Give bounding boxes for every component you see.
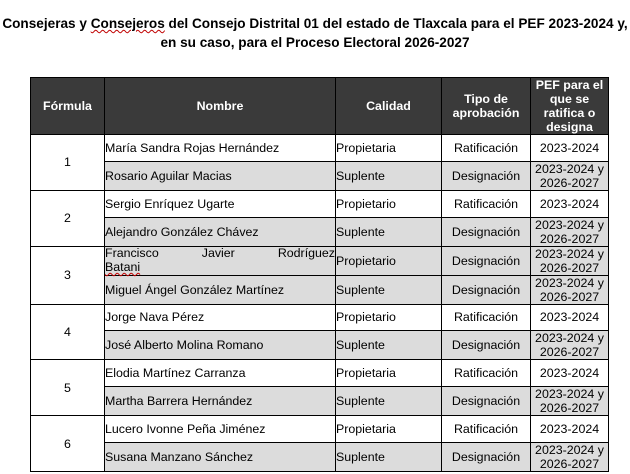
header-row: [31, 78, 609, 135]
table-row: [31, 442, 609, 471]
formula-number: 5: [31, 360, 105, 416]
quality-cell: Propietaria: [336, 360, 442, 387]
quality-cell: Suplente: [336, 442, 442, 471]
name-line1: Francisco Javier Rodríguez: [105, 246, 335, 261]
header-pef: PEF para el que se ratifica o designa: [531, 78, 609, 135]
document-title: [0, 14, 630, 52]
header-calidad: Calidad: [336, 78, 442, 135]
name-cell: Miguel Ángel González Martínez: [105, 275, 336, 304]
name-cell: Rosario Aguilar Macias: [105, 161, 336, 190]
title-line2: en su caso, para el Proceso Electoral 2026-2027: [160, 35, 470, 50]
formula-number: 3: [31, 246, 105, 304]
name-cell: Alejandro González Chávez: [105, 217, 336, 246]
type-cell: Ratificación: [442, 304, 531, 331]
name-cell: [105, 246, 336, 275]
name-cell: María Sandra Rojas Hernández: [105, 135, 336, 162]
pef-cell: 2023-2024 y 2026-2027: [531, 246, 609, 275]
pef-cell: 2023-2024 y 2026-2027: [531, 442, 609, 471]
formula-number: 4: [31, 304, 105, 360]
quality-cell: Propietaria: [336, 416, 442, 443]
pef-cell: 2023-2024 y 2026-2027: [531, 161, 609, 190]
formula-number: 2: [31, 190, 105, 246]
quality-cell: Suplente: [336, 331, 442, 360]
name-cell: Jorge Nava Pérez: [105, 304, 336, 331]
formula-number: 6: [31, 416, 105, 472]
type-cell: Designación: [442, 246, 531, 275]
name-cell: Elodia Martínez Carranza: [105, 360, 336, 387]
quality-cell: Suplente: [336, 275, 442, 304]
pef-cell: 2023-2024: [531, 416, 609, 443]
table-row: [31, 246, 609, 275]
pef-cell: 2023-2024: [531, 190, 609, 217]
table-row: [31, 217, 609, 246]
type-cell: Designación: [442, 275, 531, 304]
header-nombre: Nombre: [105, 78, 336, 135]
table-row: [31, 135, 609, 162]
pef-cell: 2023-2024 y 2026-2027: [531, 331, 609, 360]
table-row: [31, 360, 609, 387]
name-cell: Sergio Enríquez Ugarte: [105, 190, 336, 217]
header-tipo: Tipo de aprobación: [442, 78, 531, 135]
council-table: [30, 77, 609, 472]
name-cell: Lucero Ivonne Peña Jiménez: [105, 416, 336, 443]
table-row: [31, 304, 609, 331]
quality-cell: Propietario: [336, 304, 442, 331]
pef-cell: 2023-2024: [531, 135, 609, 162]
type-cell: Designación: [442, 331, 531, 360]
pef-cell: 2023-2024: [531, 304, 609, 331]
type-cell: Designación: [442, 442, 531, 471]
quality-cell: Suplente: [336, 217, 442, 246]
table-row: [31, 416, 609, 443]
table-row: [31, 161, 609, 190]
table-row: [31, 331, 609, 360]
name-cell: José Alberto Molina Romano: [105, 331, 336, 360]
pef-cell: 2023-2024 y 2026-2027: [531, 217, 609, 246]
quality-cell: Propietario: [336, 190, 442, 217]
title-line1-a: Consejeras y: [2, 16, 91, 31]
quality-cell: Propietario: [336, 246, 442, 275]
name-cell: Susana Manzano Sánchez: [105, 442, 336, 471]
pef-cell: 2023-2024 y 2026-2027: [531, 387, 609, 416]
table-row: [31, 190, 609, 217]
title-line1-c: del Consejo Distrital 01 del estado de Tlaxcala para el PEF 2023-2024 y,: [164, 16, 628, 31]
name-cell: Martha Barrera Hernández: [105, 387, 336, 416]
header-formula: Fórmula: [31, 78, 105, 135]
quality-cell: Suplente: [336, 387, 442, 416]
type-cell: Ratificación: [442, 360, 531, 387]
quality-cell: Suplente: [336, 161, 442, 190]
formula-number: 1: [31, 135, 105, 191]
pef-cell: 2023-2024: [531, 360, 609, 387]
table-row: [31, 275, 609, 304]
title-line1-b: Consejeros: [90, 16, 165, 31]
pef-cell: 2023-2024 y 2026-2027: [531, 275, 609, 304]
type-cell: Designación: [442, 387, 531, 416]
table-row: [31, 387, 609, 416]
type-cell: Designación: [442, 161, 531, 190]
quality-cell: Propietaria: [336, 135, 442, 162]
type-cell: Ratificación: [442, 190, 531, 217]
type-cell: Ratificación: [442, 135, 531, 162]
type-cell: Designación: [442, 217, 531, 246]
name-line2: Batani: [105, 260, 141, 275]
type-cell: Ratificación: [442, 416, 531, 443]
